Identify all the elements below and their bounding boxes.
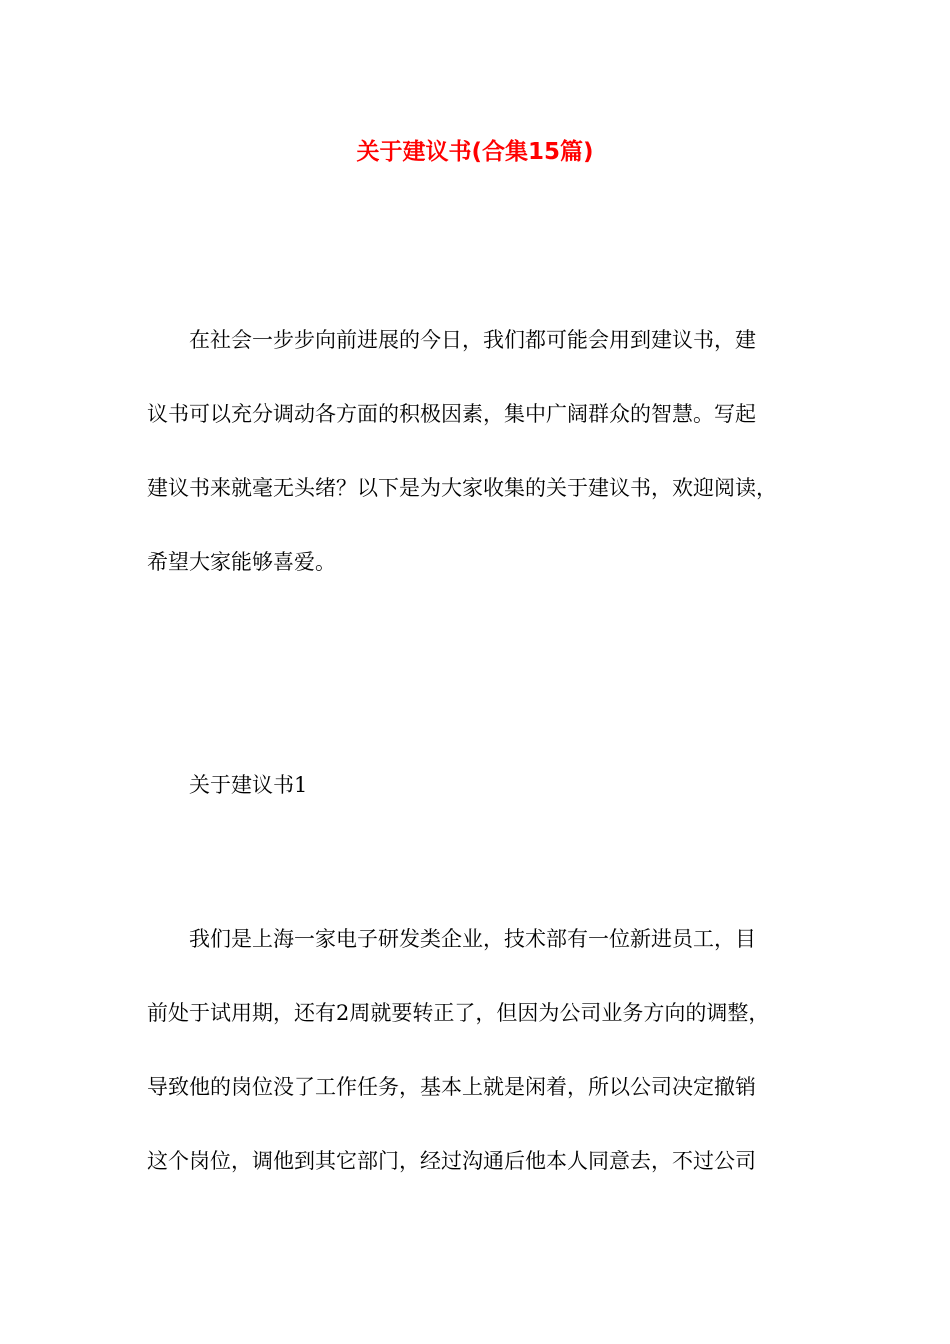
intro-line-1: 在社会一步步向前进展的今日，我们都可能会用到建议书，建 (189, 328, 756, 352)
intro-line-3: 建议书来就毫无头绪？以下是为大家收集的关于建议书，欢迎阅读， (147, 476, 777, 500)
section-heading: 关于建议书1 (189, 773, 308, 797)
body-line-2: 前处于试用期，还有2周就要转正了，但因为公司业务方向的调整， (147, 1001, 770, 1025)
document-title: 关于建议书(合集15篇) (356, 139, 594, 165)
body-line-3: 导致他的岗位没了工作任务，基本上就是闲着，所以公司决定撤销 (147, 1075, 756, 1099)
intro-line-4: 希望大家能够喜爱。 (147, 550, 336, 574)
body-line-1: 我们是上海一家电子研发类企业，技术部有一位新进员工，目 (189, 927, 756, 951)
body-line-4: 这个岗位，调他到其它部门，经过沟通后他本人同意去，不过公司 (147, 1149, 756, 1173)
intro-line-2: 议书可以充分调动各方面的积极因素，集中广阔群众的智慧。写起 (147, 402, 756, 426)
